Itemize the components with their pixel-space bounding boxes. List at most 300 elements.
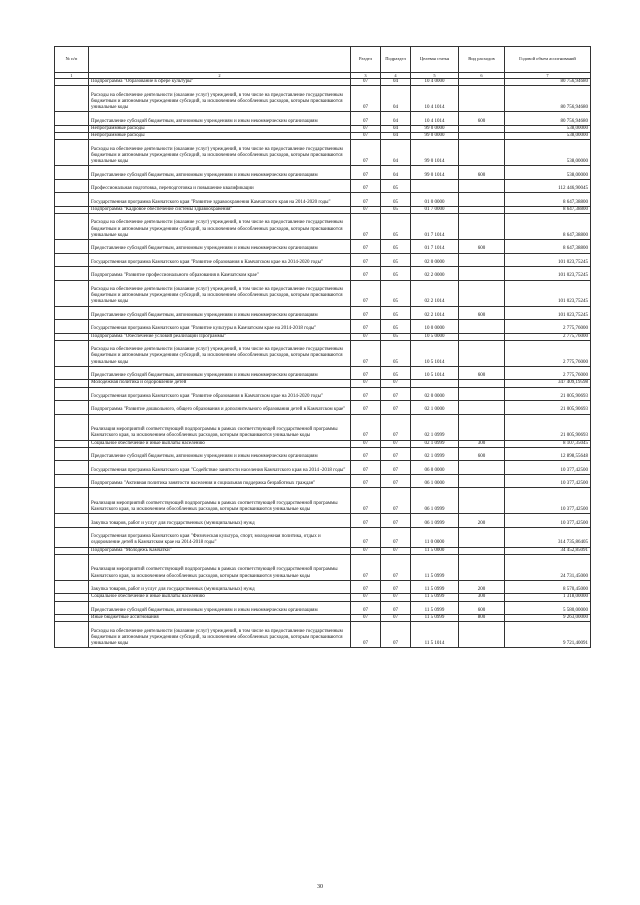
item-name-cell: Предоставление субсидий бюджетным, автономным учреждениям и иным некоммерческим организациям	[89, 240, 351, 254]
expense-type-cell	[459, 527, 505, 547]
expense-type-cell: 200	[459, 514, 505, 528]
target-cell: 02 1 0999	[411, 447, 459, 461]
subsection-cell: 05	[381, 320, 411, 334]
section-cell: 07	[351, 401, 381, 415]
table-row	[55, 79, 591, 86]
header-amount: Годовой объем ассигнований	[505, 47, 591, 73]
table-body	[55, 79, 591, 648]
subsection-cell: 05	[381, 333, 411, 340]
item-name-cell: Расходы на обеспечение деятельности (оказание услуг) учреждений, в том числе на предоставление государственным бюджетным и автономным учреждениям субсидий, за исключением обособленных расходов, которым присваиваются уникальные коды	[89, 214, 351, 240]
item-name-cell: Подпрограмма "Кадровое обеспечение системы здравоохранения"	[89, 206, 351, 213]
amount-cell: 1 318,00000	[505, 594, 591, 601]
expense-type-cell	[459, 79, 505, 86]
target-cell: 11 5 0999	[411, 601, 459, 615]
section-cell: 07	[351, 125, 381, 132]
header-section: Раздел	[351, 47, 381, 73]
item-name-cell: Государственная программа Камчатского края "Содействие занятости населения Камчатского края на 2014 -2018 годы"	[89, 461, 351, 475]
num-cell	[55, 320, 89, 334]
expense-type-cell: 600	[459, 366, 505, 380]
target-cell: 06 0 0000	[411, 461, 459, 475]
num-cell	[55, 615, 89, 622]
amount-cell: 8 107,35045	[505, 440, 591, 447]
column-number: 7	[505, 73, 591, 79]
num-cell	[55, 622, 89, 648]
num-cell	[55, 306, 89, 320]
section-cell: 07	[351, 461, 381, 475]
target-cell: 02 2 1014	[411, 280, 459, 306]
num-cell	[55, 333, 89, 340]
num-cell	[55, 193, 89, 207]
amount-cell: 101 023,75245	[505, 267, 591, 281]
target-cell: 02 2 0000	[411, 267, 459, 281]
budget-table	[54, 46, 591, 648]
amount-cell: 8 647,38800	[505, 206, 591, 213]
section-cell: 07	[351, 514, 381, 528]
item-name-cell: Предоставление субсидий бюджетным, автономным учреждениям и иным некоммерческим организациям	[89, 447, 351, 461]
num-cell	[55, 380, 89, 387]
subsection-cell: 04	[381, 86, 411, 112]
subsection-cell: 05	[381, 306, 411, 320]
table-row	[55, 133, 591, 140]
item-name-cell: Государственная программа Камчатского края "Развитие образования в Камчатском крае на 2014-2020 годы"	[89, 387, 351, 401]
target-cell: 11 5 0999	[411, 615, 459, 622]
table-row	[55, 601, 591, 615]
section-cell: 07	[351, 214, 381, 240]
table-row	[55, 86, 591, 112]
table-row	[55, 554, 591, 580]
subsection-cell: 07	[381, 474, 411, 488]
column-number: 2	[89, 73, 351, 79]
column-number: 6	[459, 73, 505, 79]
section-cell: 07	[351, 474, 381, 488]
section-cell: 07	[351, 488, 381, 514]
table-row	[55, 179, 591, 193]
section-cell: 07	[351, 112, 381, 126]
section-cell: 07	[351, 133, 381, 140]
expense-type-cell	[459, 280, 505, 306]
section-cell: 07	[351, 440, 381, 447]
column-number: 1	[55, 73, 89, 79]
header-expense-type: Вид расходов	[459, 47, 505, 73]
amount-cell: 101 023,75245	[505, 253, 591, 267]
subsection-cell: 07	[381, 414, 411, 440]
amount-cell: 24 731,45000	[505, 554, 591, 580]
amount-cell: 80 756,94680	[505, 86, 591, 112]
item-name-cell: Реализация мероприятий соответствующей подпрограммы в рамках соответствующей государственной программы Камчатского края, за исключением обособленных расходов, которым присваиваются уникальные коды	[89, 488, 351, 514]
section-cell: 07	[351, 240, 381, 254]
target-cell: 02 1 0000	[411, 401, 459, 415]
subsection-cell: 07	[381, 615, 411, 622]
item-name-cell: Расходы на обеспечение деятельности (оказание услуг) учреждений, в том числе на предоставление государственным бюджетным и автономным учреждениям субсидий, за исключением обособленных расходов, которым присваиваются уникальные коды	[89, 622, 351, 648]
section-cell: 07	[351, 86, 381, 112]
num-cell	[55, 86, 89, 112]
num-cell	[55, 214, 89, 240]
num-cell	[55, 488, 89, 514]
expense-type-cell	[459, 488, 505, 514]
item-name-cell: Закупка товаров, работ и услуг для государственных (муниципальных) нужд	[89, 514, 351, 528]
num-cell	[55, 414, 89, 440]
item-name-cell: Расходы на обеспечение деятельности (оказание услуг) учреждений, в том числе на предоставление государственным бюджетным и автономным учреждениям субсидий, за исключением обособленных расходов, которым присваиваются уникальные коды	[89, 140, 351, 166]
target-cell: 10 5 1014	[411, 340, 459, 366]
table-row	[55, 547, 591, 554]
item-name-cell: Подпрограмма "Обеспечение условий реализации Программы"	[89, 333, 351, 340]
target-cell: 11 5 0999	[411, 554, 459, 580]
expense-type-cell	[459, 387, 505, 401]
expense-type-cell	[459, 179, 505, 193]
subsection-cell: 07	[381, 440, 411, 447]
table-row	[55, 387, 591, 401]
expense-type-cell	[459, 267, 505, 281]
num-cell	[55, 133, 89, 140]
section-cell: 07	[351, 554, 381, 580]
table-row	[55, 306, 591, 320]
item-name-cell: Реализация мероприятий соответствующей подпрограммы в рамках соответствующей государственной программы Камчатского края, за исключением обособленных расходов, которым присваиваются уникальные коды	[89, 554, 351, 580]
item-name-cell: Подпрограмма "Развитие дошкольного, общего образования и дополнительного образования детей в Камчатском крае"	[89, 401, 351, 415]
column-number: 3	[351, 73, 381, 79]
item-name-cell: Непрограммные расходы	[89, 125, 351, 132]
section-cell: 07	[351, 206, 381, 213]
target-cell: 02 0 0000	[411, 387, 459, 401]
section-cell: 07	[351, 387, 381, 401]
amount-cell: 2 775,76000	[505, 320, 591, 334]
num-cell	[55, 580, 89, 594]
subsection-cell: 05	[381, 179, 411, 193]
amount-cell: 10 377,42500	[505, 474, 591, 488]
header-subsection: Подраздел	[381, 47, 411, 73]
column-number: 5	[411, 73, 459, 79]
num-cell	[55, 79, 89, 86]
table-row	[55, 615, 591, 622]
num-cell	[55, 594, 89, 601]
target-cell: 11 5 0999	[411, 580, 459, 594]
expense-type-cell	[459, 206, 505, 213]
item-name-cell: Предоставление субсидий бюджетным, автономным учреждениям и иным некоммерческим организациям	[89, 366, 351, 380]
num-cell	[55, 474, 89, 488]
table-row	[55, 447, 591, 461]
target-cell: 10 0 0000	[411, 320, 459, 334]
expense-type-cell: 300	[459, 594, 505, 601]
target-cell: 01 7 1014	[411, 240, 459, 254]
amount-cell: 347 409,19598	[505, 380, 591, 387]
target-cell: 01 7 1014	[411, 214, 459, 240]
expense-type-cell	[459, 133, 505, 140]
expense-type-cell	[459, 474, 505, 488]
expense-type-cell	[459, 253, 505, 267]
column-number: 4	[381, 73, 411, 79]
expense-type-cell	[459, 340, 505, 366]
table-row	[55, 474, 591, 488]
subsection-cell: 07	[381, 461, 411, 475]
amount-cell: 10 377,42500	[505, 488, 591, 514]
amount-cell: 8 647,38800	[505, 193, 591, 207]
subsection-cell: 05	[381, 206, 411, 213]
amount-cell: 12 898,55648	[505, 447, 591, 461]
num-cell	[55, 447, 89, 461]
amount-cell: 21 005,90693	[505, 387, 591, 401]
amount-cell: 101 023,75245	[505, 280, 591, 306]
target-cell: 06 1 0999	[411, 514, 459, 528]
num-cell	[55, 179, 89, 193]
section-cell: 07	[351, 340, 381, 366]
table-row	[55, 166, 591, 180]
amount-cell: 101 023,75245	[505, 306, 591, 320]
expense-type-cell: 600	[459, 447, 505, 461]
amount-cell: 2 775,76000	[505, 366, 591, 380]
table-row	[55, 253, 591, 267]
num-cell	[55, 240, 89, 254]
expense-type-cell	[459, 547, 505, 554]
subsection-cell: 07	[381, 387, 411, 401]
item-name-cell: Государственная программа Камчатского края "Развитие здравоохранения Камчатского края на 2014-2020 годы"	[89, 193, 351, 207]
target-cell: 11 5 1014	[411, 622, 459, 648]
subsection-cell: 05	[381, 240, 411, 254]
section-cell: 07	[351, 253, 381, 267]
target-cell	[411, 380, 459, 387]
item-name-cell: Социальное обеспечение и иные выплаты населению	[89, 594, 351, 601]
expense-type-cell	[459, 320, 505, 334]
item-name-cell: Реализация мероприятий соответствующей подпрограммы в рамках соответствующей государственной программы Камчатского края, за исключением обособленных расходов, которым присваиваются уникальные коды	[89, 414, 351, 440]
item-name-cell: Предоставление субсидий бюджетным, автономным учреждениям и иным некоммерческим организациям	[89, 166, 351, 180]
item-name-cell: Иные бюджетные ассигнования	[89, 615, 351, 622]
num-cell	[55, 112, 89, 126]
section-cell: 07	[351, 580, 381, 594]
subsection-cell: 04	[381, 112, 411, 126]
target-cell: 06 1 0999	[411, 488, 459, 514]
target-cell: 11 5 0999	[411, 594, 459, 601]
target-cell: 01 0 0000	[411, 193, 459, 207]
target-cell: 10 4 0000	[411, 79, 459, 86]
amount-cell: 2 775,76000	[505, 340, 591, 366]
section-cell: 07	[351, 267, 381, 281]
amount-cell: 8 647,38800	[505, 214, 591, 240]
amount-cell: 112 446,90045	[505, 179, 591, 193]
budget-table-sheet	[54, 46, 590, 648]
num-cell	[55, 340, 89, 366]
amount-cell: 2 775,76000	[505, 333, 591, 340]
target-cell: 02 1 0999	[411, 414, 459, 440]
target-cell: 10 5 0000	[411, 333, 459, 340]
target-cell: 10 4 1014	[411, 86, 459, 112]
amount-cell: 10 377,42500	[505, 461, 591, 475]
num-cell	[55, 140, 89, 166]
table-header-row	[55, 47, 591, 73]
subsection-cell: 07	[381, 594, 411, 601]
amount-cell: 538,00000	[505, 133, 591, 140]
amount-cell: 34 452,85091	[505, 547, 591, 554]
section-cell: 07	[351, 193, 381, 207]
num-cell	[55, 461, 89, 475]
expense-type-cell	[459, 333, 505, 340]
expense-type-cell	[459, 193, 505, 207]
subsection-cell: 05	[381, 193, 411, 207]
amount-cell: 8 647,38800	[505, 240, 591, 254]
amount-cell: 8 570,45000	[505, 580, 591, 594]
item-name-cell: Профессиональная подготовка, переподготовка и повышение квалификации	[89, 179, 351, 193]
num-cell	[55, 554, 89, 580]
section-cell: 07	[351, 594, 381, 601]
subsection-cell: 07	[381, 527, 411, 547]
num-cell	[55, 527, 89, 547]
subsection-cell: 07	[381, 580, 411, 594]
num-cell	[55, 206, 89, 213]
item-name-cell: Закупка товаров, работ и услуг для государственных (муниципальных) нужд	[89, 580, 351, 594]
num-cell	[55, 601, 89, 615]
header-target: Целевая статья	[411, 47, 459, 73]
table-row	[55, 112, 591, 126]
target-cell: 02 1 0999	[411, 440, 459, 447]
table-row	[55, 320, 591, 334]
target-cell: 11 5 0000	[411, 547, 459, 554]
subsection-cell: 05	[381, 253, 411, 267]
table-row	[55, 214, 591, 240]
amount-cell: 21 005,90693	[505, 401, 591, 415]
num-cell	[55, 280, 89, 306]
table-row	[55, 461, 591, 475]
table-row	[55, 488, 591, 514]
table-row	[55, 594, 591, 601]
section-cell: 07	[351, 140, 381, 166]
item-name-cell: Молодежная политика и оздоровление детей	[89, 380, 351, 387]
expense-type-cell	[459, 401, 505, 415]
expense-type-cell	[459, 86, 505, 112]
item-name-cell: Государственная программа Камчатского края "Развитие культуры в Камчатском крае на 2014-2018 годы"	[89, 320, 351, 334]
subsection-cell: 07	[381, 554, 411, 580]
subsection-cell: 04	[381, 125, 411, 132]
item-name-cell: Социальное обеспечение и иные выплаты населению	[89, 440, 351, 447]
item-name-cell: Государственная программа Камчатского края "Развитие образования в Камчатском крае на 2014-2020 годы"	[89, 253, 351, 267]
expense-type-cell: 600	[459, 166, 505, 180]
section-cell: 07	[351, 380, 381, 387]
expense-type-cell: 300	[459, 440, 505, 447]
section-cell: 07	[351, 366, 381, 380]
target-cell: 99 0 1014	[411, 166, 459, 180]
expense-type-cell	[459, 554, 505, 580]
subsection-cell: 04	[381, 79, 411, 86]
subsection-cell: 05	[381, 214, 411, 240]
table-row	[55, 240, 591, 254]
item-name-cell: Подпрограмма "Молодежь Камчатки"	[89, 547, 351, 554]
subsection-cell: 07	[381, 380, 411, 387]
subsection-cell: 07	[381, 514, 411, 528]
section-cell: 07	[351, 166, 381, 180]
amount-cell: 80 756,94680	[505, 112, 591, 126]
target-cell: 10 4 1014	[411, 112, 459, 126]
item-name-cell: Расходы на обеспечение деятельности (оказание услуг) учреждений, в том числе на предоставление государственным бюджетным и автономным учреждениям субсидий, за исключением обособленных расходов, которым присваиваются уникальные коды	[89, 86, 351, 112]
table-row	[55, 366, 591, 380]
subsection-cell: 07	[381, 447, 411, 461]
item-name-cell: Предоставление субсидий бюджетным, автономным учреждениям и иным некоммерческим организациям	[89, 112, 351, 126]
section-cell: 07	[351, 601, 381, 615]
table-row	[55, 280, 591, 306]
subsection-cell: 05	[381, 366, 411, 380]
subsection-cell: 05	[381, 267, 411, 281]
subsection-cell: 07	[381, 401, 411, 415]
table-row	[55, 140, 591, 166]
target-cell: 01 7 0000	[411, 206, 459, 213]
header-name	[89, 47, 351, 73]
num-cell	[55, 514, 89, 528]
subsection-cell: 07	[381, 547, 411, 554]
section-cell: 07	[351, 527, 381, 547]
table-row	[55, 622, 591, 648]
expense-type-cell	[459, 380, 505, 387]
subsection-cell: 05	[381, 280, 411, 306]
target-cell: 06 1 0000	[411, 474, 459, 488]
table-row	[55, 193, 591, 207]
item-name-cell: Подпрограмма "Развитие профессионального образования в Камчатском крае"	[89, 267, 351, 281]
target-cell: 99 0 0000	[411, 125, 459, 132]
section-cell: 07	[351, 179, 381, 193]
table-row	[55, 206, 591, 213]
expense-type-cell: 200	[459, 580, 505, 594]
expense-type-cell	[459, 214, 505, 240]
amount-cell: 9 721,40091	[505, 622, 591, 648]
table-row	[55, 401, 591, 415]
item-name-cell: Подпрограмма "Активная политика занятости населения и социальная поддержка безработных граждан"	[89, 474, 351, 488]
target-cell: 10 5 1014	[411, 366, 459, 380]
target-cell	[411, 179, 459, 193]
subsection-cell: 07	[381, 622, 411, 648]
table-row	[55, 580, 591, 594]
section-cell: 07	[351, 79, 381, 86]
expense-type-cell	[459, 125, 505, 132]
page-number: 30	[317, 884, 323, 890]
section-cell: 07	[351, 333, 381, 340]
amount-cell: 9 263,00000	[505, 615, 591, 622]
subsection-cell: 04	[381, 166, 411, 180]
num-cell	[55, 253, 89, 267]
item-name-cell: Расходы на обеспечение деятельности (оказание услуг) учреждений, в том числе на предоставление государственным бюджетным и автономным учреждениям субсидий, за исключением обособленных расходов, которым присваиваются уникальные коды	[89, 340, 351, 366]
expense-type-cell: 600	[459, 112, 505, 126]
subsection-cell: 07	[381, 601, 411, 615]
table-row	[55, 514, 591, 528]
table-row	[55, 414, 591, 440]
num-cell	[55, 166, 89, 180]
item-name-cell: Государственная программа Камчатского края "Физическая культура, спорт, молодежная политика, отдых и оздоровление детей в Камчатском крае на 2014-2018 годы"	[89, 527, 351, 547]
target-cell: 11 0 0000	[411, 527, 459, 547]
table-row	[55, 125, 591, 132]
num-cell	[55, 387, 89, 401]
subsection-cell: 04	[381, 140, 411, 166]
target-cell: 99 0 1014	[411, 140, 459, 166]
section-cell: 07	[351, 280, 381, 306]
target-cell: 02 0 0000	[411, 253, 459, 267]
amount-cell: 10 377,42500	[505, 514, 591, 528]
expense-type-cell: 600	[459, 601, 505, 615]
table-row	[55, 527, 591, 547]
item-name-cell: Непрограммные расходы	[89, 133, 351, 140]
amount-cell: 538,00000	[505, 166, 591, 180]
section-cell: 07	[351, 414, 381, 440]
item-name-cell: Предоставление субсидий бюджетным, автономным учреждениям и иным некоммерческим организациям	[89, 306, 351, 320]
table-row	[55, 267, 591, 281]
num-cell	[55, 366, 89, 380]
amount-cell: 538,00000	[505, 125, 591, 132]
section-cell: 07	[351, 320, 381, 334]
table-row	[55, 380, 591, 387]
amount-cell: 314 735,86405	[505, 527, 591, 547]
expense-type-cell	[459, 140, 505, 166]
header-num: № п/п	[55, 47, 89, 73]
num-cell	[55, 401, 89, 415]
section-cell: 07	[351, 547, 381, 554]
expense-type-cell	[459, 414, 505, 440]
expense-type-cell	[459, 622, 505, 648]
expense-type-cell: 600	[459, 240, 505, 254]
item-name-cell: Расходы на обеспечение деятельности (оказание услуг) учреждений, в том числе на предоставление государственным бюджетным и автономным учреждениям субсидий, за исключением обособленных расходов, которым присваиваются уникальные коды	[89, 280, 351, 306]
num-cell	[55, 125, 89, 132]
target-cell: 02 2 1014	[411, 306, 459, 320]
